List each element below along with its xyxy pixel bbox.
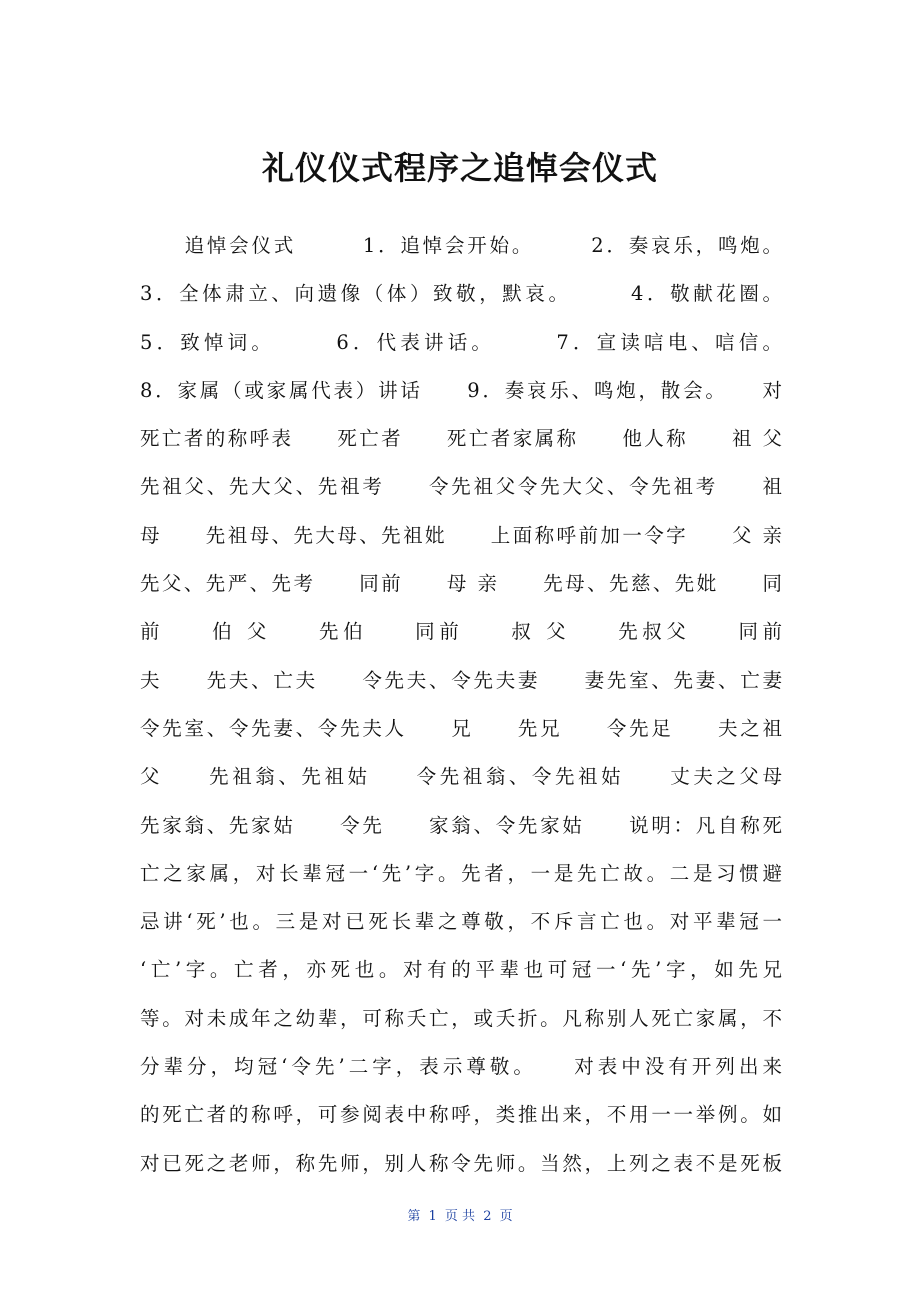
body-line: 前 伯 父 先伯 同前 叔 父 先叔父 同前: [140, 620, 782, 644]
body-line: 先父、先严、先考 同前 母 亲 先母、先慈、先妣 同: [140, 572, 782, 596]
body-line: 死亡者的称呼表 死亡者 死亡者家属称 他人称 祖 父: [140, 427, 782, 451]
body-line: 先祖父、先大父、先祖考 令先祖父令先大父、令先祖考 祖: [140, 475, 782, 499]
body-line: 的死亡者的称呼，可参阅表中称呼，类推出来，不用一一举例。如: [140, 1103, 782, 1127]
body-line: 令先室、令先妻、令先夫人 兄 先兄 令先足 夫之祖: [140, 716, 782, 740]
body-line: 父 先祖翁、先祖姑 令先祖翁、令先祖姑 丈夫之父母: [140, 765, 782, 789]
body-line: 8．家属（或家属代表）讲话 9．奏哀乐、鸣炮，散会。 对: [140, 378, 782, 402]
footer-page-number: 1: [428, 1209, 437, 1224]
footer-prefix: 第: [407, 1209, 421, 1224]
body-line: 亡之家属，对长辈冠一‘先’字。先者，一是先亡故。二是习惯避: [140, 861, 782, 885]
body-line: 夫 先夫、亡夫 令先夫、令先夫妻 妻先室、先妻、亡妻: [140, 668, 782, 692]
page-footer: [0, 1206, 920, 1228]
body-line: 分辈分，均冠‘令先’二字，表示尊敬。 对表中没有开列出来: [140, 1055, 782, 1079]
footer-total-pages: 2: [483, 1209, 492, 1224]
body-line: 5．致悼词。 6．代表讲话。 7．宣读唁电、唁信。: [140, 330, 782, 354]
footer-suffix: 页: [499, 1209, 513, 1224]
body-line: ‘亡’字。亡者，亦死也。对有的平辈也可冠一‘先’字，如先兄: [140, 958, 782, 982]
document-title: 礼仪仪式程序之追悼会仪式: [261, 149, 658, 187]
body-line: 3．全体肃立、向遗像（体）致敬，默哀。 4．敬献花圈。: [140, 282, 782, 306]
body-line: 对已死之老师，称先师，别人称令先师。当然，上列之表不是死板: [140, 1151, 782, 1175]
body-line: 忌讲‘死’也。三是对已死长辈之尊敬，不斥言亡也。对平辈冠一: [140, 910, 782, 934]
body-line: 等。对未成年之幼辈，可称夭亡，或夭折。凡称别人死亡家属，不: [140, 1006, 782, 1030]
body-line: 先家翁、先家姑 令先 家翁、令先家姑 说明：凡自称死: [140, 813, 782, 837]
body-line: 追悼会仪式 1．追悼会开始。 2．奏哀乐，鸣炮。: [140, 234, 782, 257]
footer-mid: 页 共: [444, 1209, 476, 1224]
document-body: [140, 222, 782, 1188]
body-line: 母 先祖母、先大母、先祖妣 上面称呼前加一令字 父 亲: [140, 523, 782, 547]
